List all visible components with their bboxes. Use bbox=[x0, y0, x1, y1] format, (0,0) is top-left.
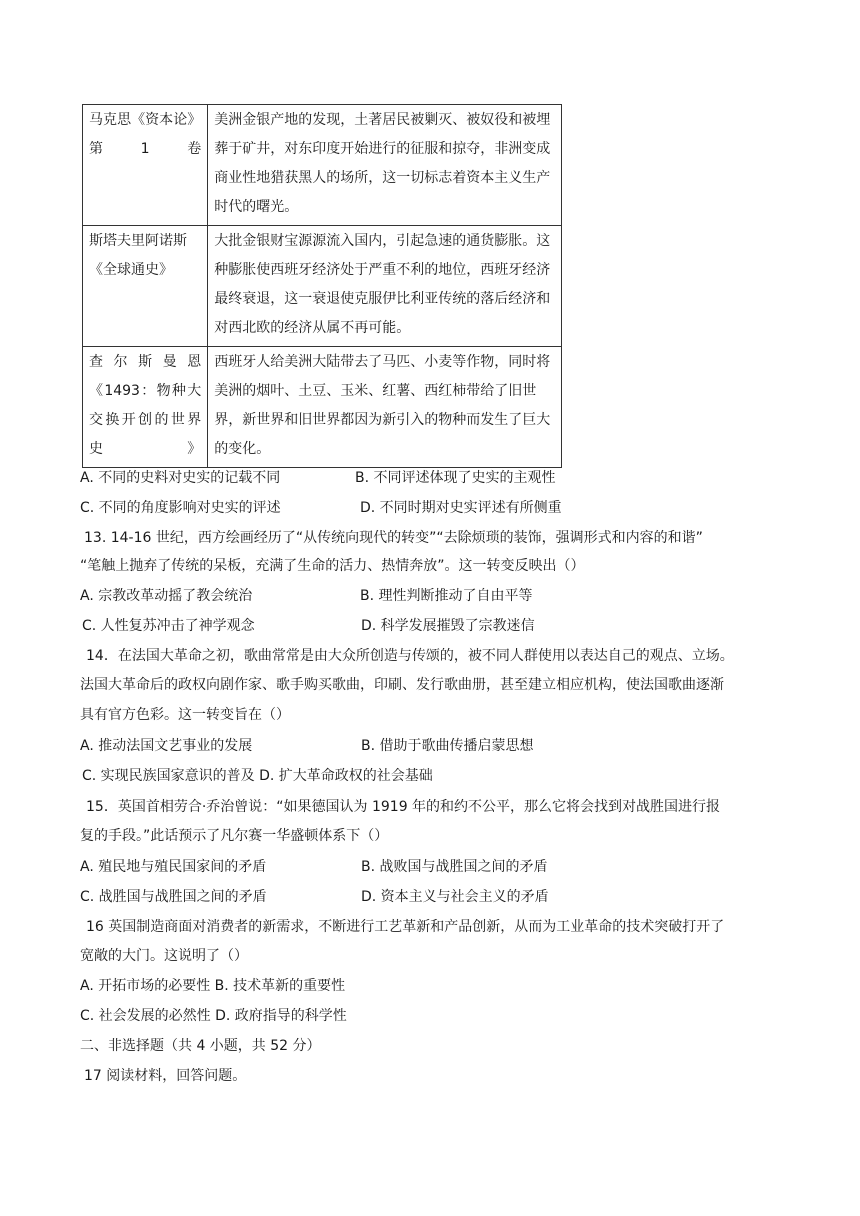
table-row bbox=[83, 226, 562, 347]
q12-option-d: D. 不同时期对史实评述有所侧重 bbox=[360, 500, 562, 516]
q14-option-cd: C. 实现民族国家意识的普及 D. 扩大革命政权的社会基础 bbox=[82, 768, 433, 784]
q16-stem-line-1: 16 英国制造商面对消费者的新需求，不断进行工艺革新和产品创新，从而为工业革命的技术突破打开了 bbox=[86, 919, 725, 935]
q17-stem: 17 阅读材料，回答问题。 bbox=[84, 1068, 247, 1084]
source-comparison-table bbox=[82, 104, 562, 468]
q14-stem-line-3: 具有官方色彩。这一转变旨在（） bbox=[80, 707, 290, 723]
q15-option-d: D. 资本主义与社会主义的矛盾 bbox=[361, 889, 549, 905]
q13-stem-line-2: “笔触上抛弃了传统的呆板，充满了生命的活力、热情奔放”。这一转变反映出（） bbox=[80, 558, 585, 574]
q13-stem-line-1: 13. 14-16 世纪，西方绘画经历了“从传统向现代的转变”“去除烦琐的装饰，强调形式和内容的和谐” bbox=[84, 530, 703, 546]
source-cell: 查尔斯曼恩《1493：物种大交换开创的世界史》 bbox=[83, 347, 208, 468]
q16-option-cd: C. 社会发展的必然性 D. 政府指导的科学性 bbox=[80, 1008, 347, 1024]
source-cell: 马克思《资本论》第1卷 bbox=[83, 105, 208, 226]
table-row bbox=[83, 105, 562, 226]
section-heading: 二、非选择题（共 4 小题，共 52 分） bbox=[80, 1038, 321, 1054]
q15-stem-line-2: 复的手段。”此话预示了凡尔赛一华盛顿体系下（） bbox=[80, 828, 389, 844]
table-row bbox=[83, 347, 562, 468]
q15-option-c: C. 战胜国与战胜国之间的矛盾 bbox=[80, 889, 267, 905]
q12-option-c: C. 不同的角度影响对史实的评述 bbox=[80, 500, 281, 516]
content-cell: 美洲金银产地的发现，土著居民被剿灭、被奴役和被埋葬于矿井，对东印度开始进行的征服和掠夺，非洲变成商业性地猎获黑人的场所，这一切标志着资本主义生产时代的曙光。 bbox=[208, 105, 562, 226]
q14-stem-line-1: 14．在法国大革命之初，歌曲常常是由大众所创造与传颂的，被不同人群使用以表达自己的观点、立场。 bbox=[86, 648, 734, 664]
q13-option-c: C. 人性复苏冲击了神学观念 bbox=[82, 618, 255, 634]
q15-stem-line-1: 15．英国首相劳合·乔治曾说：“如果德国认为 1919 年的和约不公平，那么它将会找到对战胜国进行报 bbox=[86, 799, 721, 815]
q13-option-b: B. 理性判断推动了自由平等 bbox=[360, 588, 533, 604]
q13-option-a: A. 宗教改革动摇了教会统治 bbox=[80, 588, 253, 604]
q12-option-b: B. 不同评述体现了史实的主观性 bbox=[355, 470, 556, 486]
q14-option-a: A. 推动法国文艺事业的发展 bbox=[80, 738, 253, 754]
q13-option-d: D. 科学发展摧毁了宗教迷信 bbox=[361, 618, 535, 634]
source-cell: 斯塔夫里阿诺斯《全球通史》 bbox=[83, 226, 208, 347]
q15-option-b: B. 战败国与战胜国之间的矛盾 bbox=[361, 859, 548, 875]
q15-option-a: A. 殖民地与殖民国家间的矛盾 bbox=[80, 859, 267, 875]
q16-option-ab: A. 开拓市场的必要性 B. 技术革新的重要性 bbox=[80, 978, 346, 994]
q16-stem-line-2: 宽敞的大门。这说明了（） bbox=[80, 948, 248, 964]
content-cell: 大批金银财宝源源流入国内，引起急速的通货膨胀。这种膨胀使西班牙经济处于严重不利的地位，西班牙经济最终衰退，这一衰退使克服伊比利亚传统的落后经济和对西北欧的经济从属不再可能。 bbox=[208, 226, 562, 347]
q12-option-a: A. 不同的史料对史实的记载不同 bbox=[80, 470, 281, 486]
q14-stem-line-2: 法国大革命后的政权向剧作家、歌手购买歌曲，印刷、发行歌曲册，甚至建立相应机构，使法国歌曲逐渐 bbox=[80, 677, 724, 693]
content-cell: 西班牙人给美洲大陆带去了马匹、小麦等作物，同时将美洲的烟叶、土豆、玉米、红薯、西红柿带给了旧世界，新世界和旧世界都因为新引入的物种而发生了巨大的变化。 bbox=[208, 347, 562, 468]
q14-option-b: B. 借助于歌曲传播启蒙思想 bbox=[361, 738, 534, 754]
